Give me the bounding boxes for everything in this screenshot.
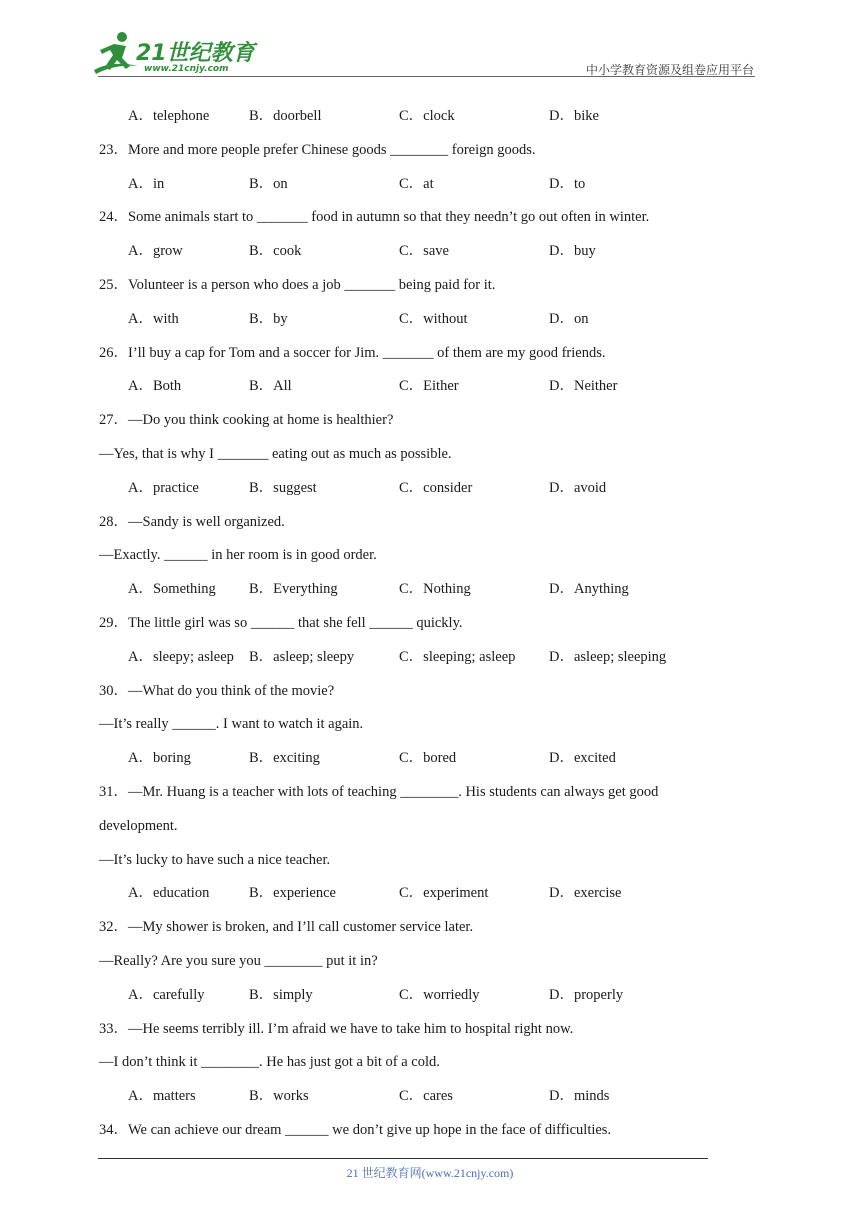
option-b: B．works — [249, 1088, 309, 1105]
option-b: B．doorbell — [249, 108, 322, 124]
option-c: C．consider — [399, 479, 473, 496]
question-stem: 27．—Do you think cooking at home is healthier? — [99, 412, 394, 429]
page-header — [0, 0, 860, 80]
option-d: D．Neither — [549, 378, 618, 395]
option-b: B．exciting — [249, 750, 320, 767]
footer-text: 21 世纪教育网(www.21cnjy.com) — [346, 1166, 514, 1180]
option-a: A．practice — [128, 479, 199, 496]
question-stem: 31．—Mr. Huang is a teacher with lots of teaching ________. His students can always get good — [99, 784, 659, 800]
option-a: A．with — [128, 310, 179, 327]
question-stem: —Exactly. ______ in her room is in good order. — [99, 547, 377, 564]
option-b: B．on — [249, 175, 288, 192]
option-c: C．clock — [399, 108, 455, 124]
question-stem: 34．We can achieve our dream ______ we don’t give up hope in the face of difficulties. — [99, 1122, 612, 1138]
question-stem: —It’s lucky to have such a nice teacher. — [99, 851, 331, 868]
option-a: A．Something — [128, 581, 216, 598]
option-d: D．bike — [549, 108, 599, 124]
question-stem: —Really? Are you sure you ________ put it in? — [99, 953, 378, 969]
option-c: C．experiment — [399, 885, 489, 902]
option-c: C．worriedly — [399, 986, 480, 1003]
option-c: C．bored — [399, 750, 457, 767]
question-stem: —It’s really ______. I want to watch it again. — [99, 716, 364, 733]
header-platform-text: 中小学教育资源及组卷应用平台 — [585, 63, 754, 77]
option-a: A．grow — [128, 243, 183, 260]
option-c: C．Either — [399, 378, 459, 395]
option-b: B．simply — [249, 986, 313, 1003]
question-stem: 24．Some animals start to _______ food in autumn so that they needn’t go out often in winter. — [99, 209, 650, 226]
question-stem: 30．—What do you think of the movie? — [99, 682, 335, 699]
option-d: D．avoid — [549, 479, 607, 496]
footer-divider — [98, 1158, 708, 1159]
option-d: D．properly — [549, 986, 624, 1003]
question-stem: —I don’t think it ________. He has just got a bit of a cold. — [99, 1054, 440, 1071]
option-b: B．by — [249, 310, 288, 327]
option-a: A．boring — [128, 750, 191, 767]
option-a: A．sleepy; asleep — [128, 648, 234, 665]
option-c: C．save — [399, 243, 449, 260]
question-stem: 25．Volunteer is a person who does a job _______ being paid for it. — [99, 277, 496, 293]
option-d: D．to — [549, 175, 586, 192]
option-c: C．cares — [399, 1088, 453, 1105]
option-a: A．matters — [128, 1088, 196, 1105]
option-c: C．without — [399, 310, 468, 327]
option-b: B．Everything — [249, 581, 338, 598]
option-d: D．buy — [549, 243, 596, 260]
option-b: B．asleep; sleepy — [249, 648, 355, 665]
header-divider — [98, 76, 755, 77]
option-a: A．carefully — [128, 986, 205, 1003]
option-c: C．at — [399, 175, 434, 192]
option-d: D．exercise — [549, 885, 622, 902]
logo-subtext: www.21cnjy.com — [144, 64, 229, 74]
logo-text: 21世纪教育 — [136, 41, 255, 66]
question-stem: —Yes, that is why I _______ eating out as much as possible. — [99, 446, 452, 462]
option-d: D．Anything — [549, 581, 629, 598]
question-stem: 28．—Sandy is well organized. — [99, 513, 285, 530]
option-d: D．excited — [549, 750, 616, 767]
option-a: A．education — [128, 885, 210, 902]
question-stem: 23．More and more people prefer Chinese goods ________ foreign goods. — [99, 141, 536, 158]
option-c: C．sleeping; asleep — [399, 648, 516, 665]
option-c: C．Nothing — [399, 581, 471, 598]
option-b: B．cook — [249, 243, 302, 260]
option-a: A．in — [128, 175, 165, 192]
option-a: A．telephone — [128, 108, 210, 124]
option-b: B．All — [249, 378, 292, 395]
option-d: D．minds — [549, 1088, 610, 1105]
option-d: D．on — [549, 310, 589, 327]
option-b: B．suggest — [249, 479, 317, 496]
logo — [92, 30, 262, 80]
option-b: B．experience — [249, 885, 336, 902]
question-stem: 32．—My shower is broken, and I’ll call customer service later. — [99, 919, 474, 936]
option-a: A．Both — [128, 378, 182, 395]
question-stem: 33．—He seems terribly ill. I’m afraid we have to take him to hospital right now. — [99, 1020, 574, 1037]
runner-logo-icon — [92, 30, 140, 76]
option-d: D．asleep; sleeping — [549, 648, 667, 665]
question-stem: development. — [99, 817, 178, 834]
question-stem: 26．I’ll buy a cap for Tom and a soccer for Jim. _______ of them are my good friends. — [99, 344, 606, 361]
question-stem: 29．The little girl was so ______ that she fell ______ quickly. — [99, 615, 463, 631]
